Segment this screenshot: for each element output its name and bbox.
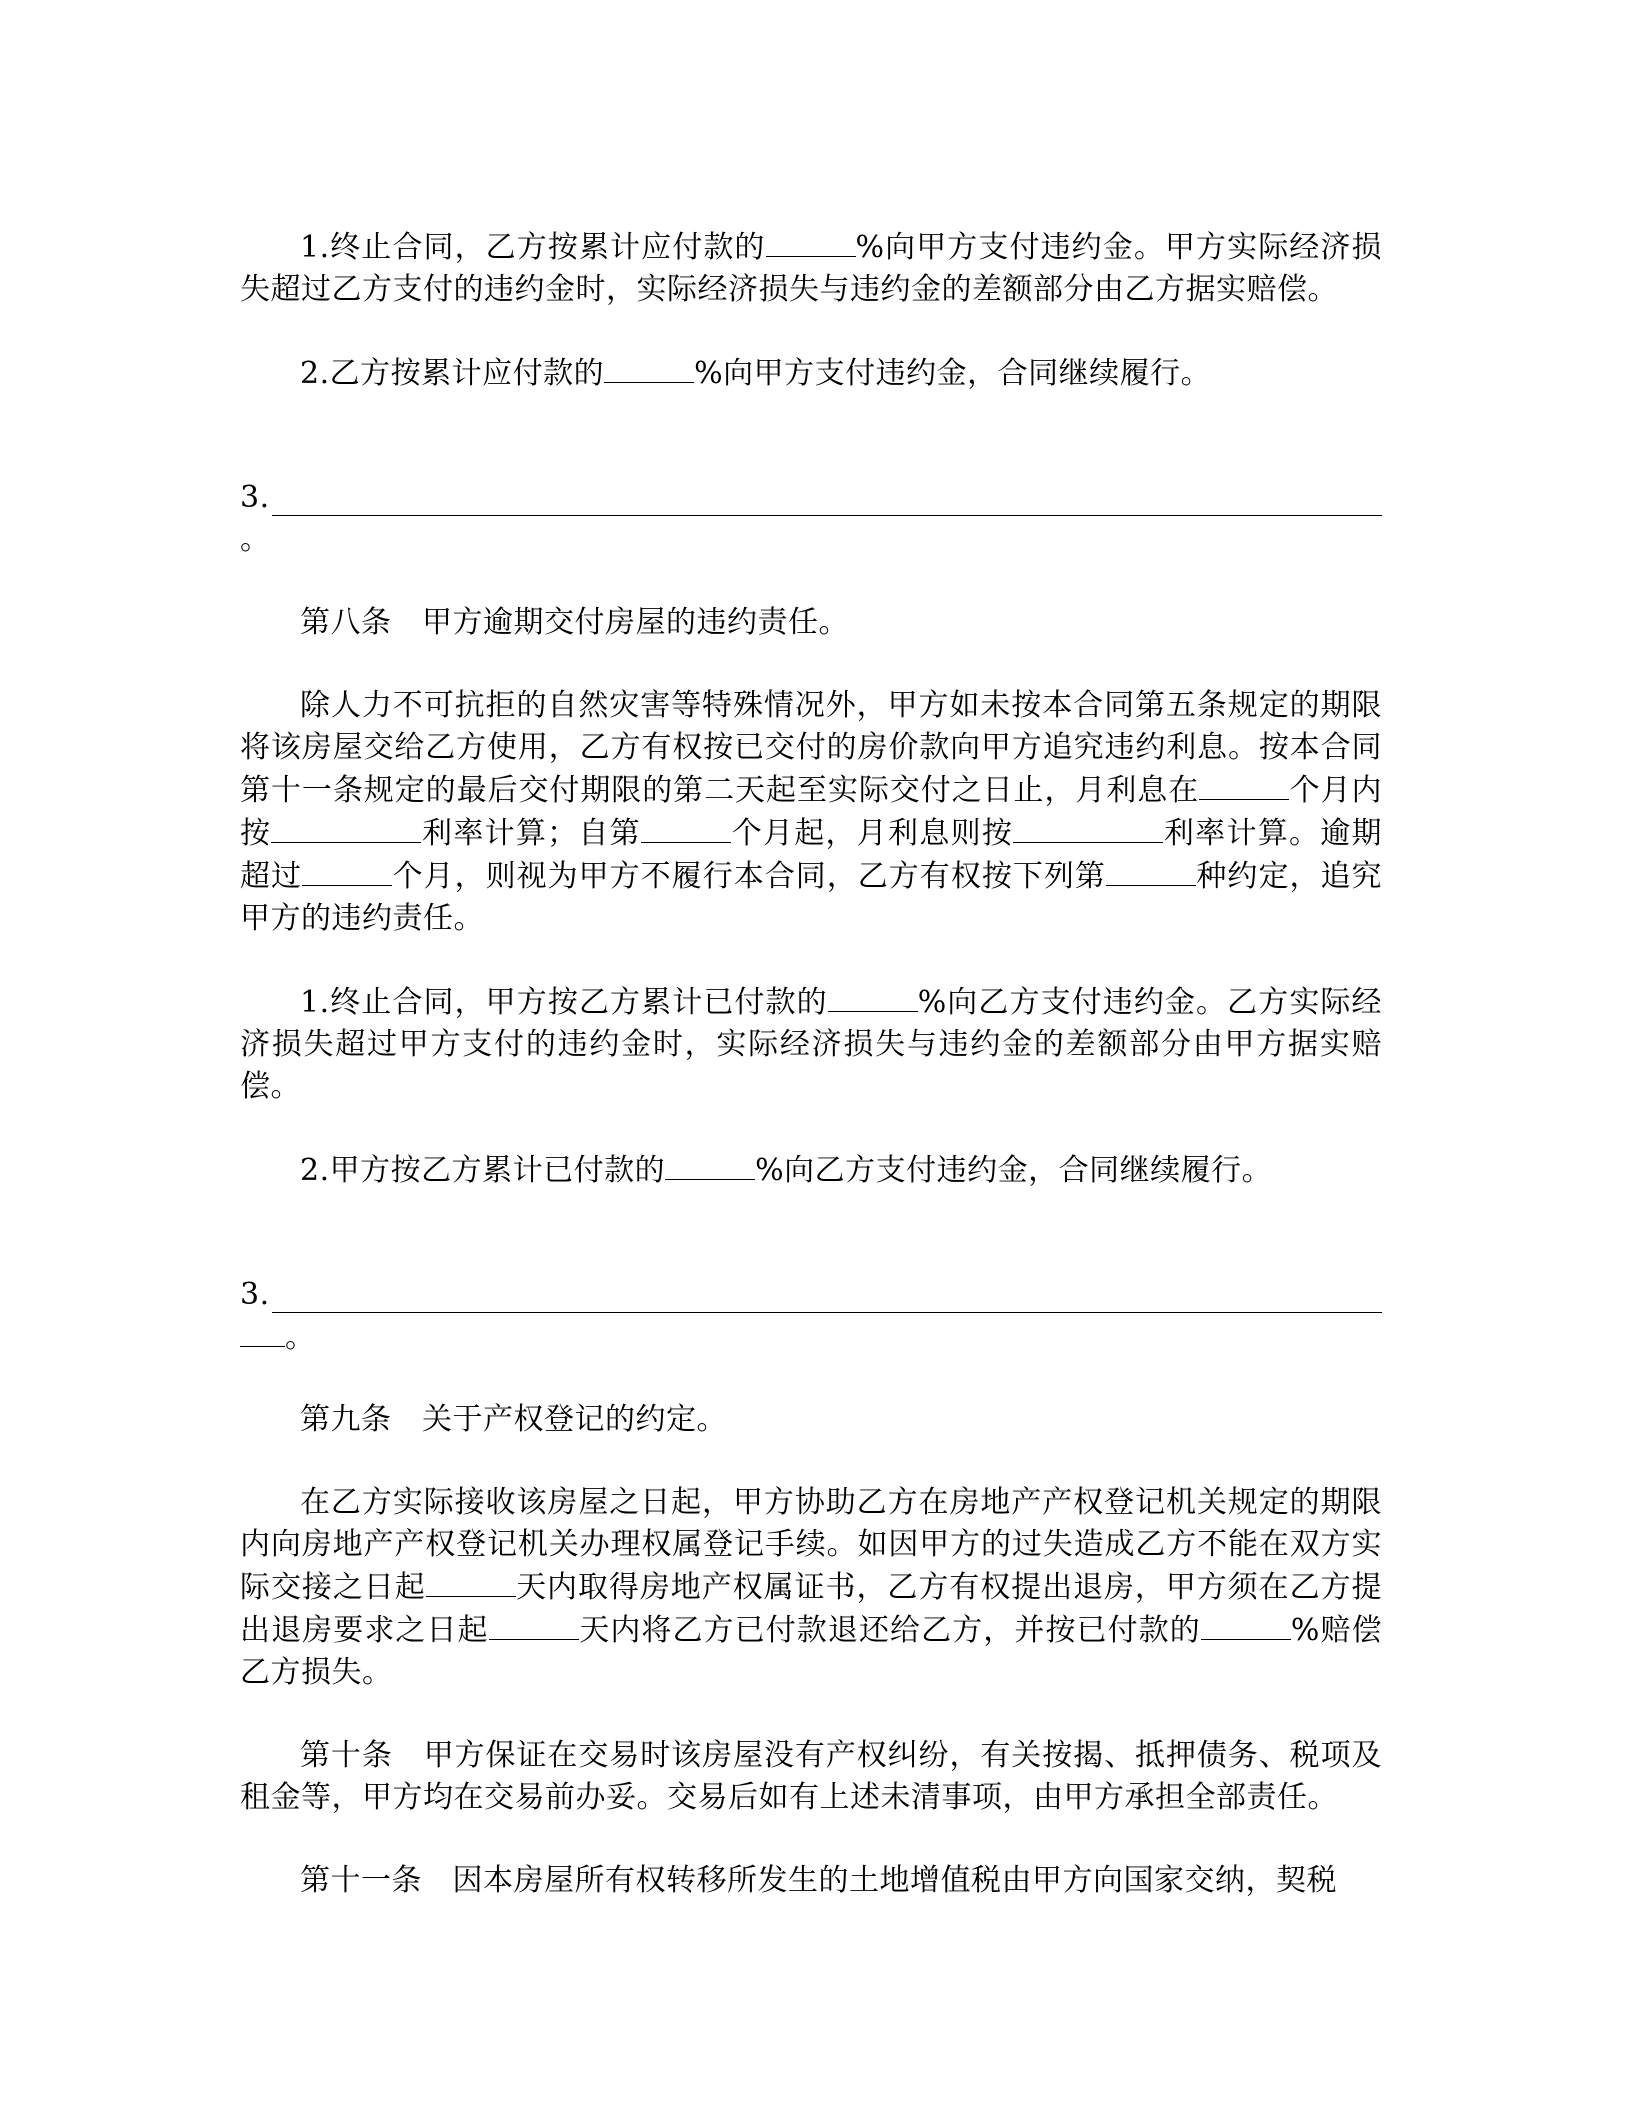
contract-page bbox=[240, 226, 1382, 1943]
clause-text: %向乙方支付违约金，合同继续履行。 bbox=[755, 1153, 1273, 1188]
article-text: 天内取得房地产权属证书，乙方有权提出退房，甲方须在乙方提出退房要求之日起 bbox=[240, 1570, 1383, 1648]
clause-tail-text: 。 bbox=[285, 1320, 316, 1355]
clause-3-tail bbox=[240, 519, 1382, 561]
clause-2-seller-continue bbox=[240, 1149, 1382, 1192]
article-text: 天内将乙方已付款退还给乙方，并按已付款的 bbox=[578, 1613, 1201, 1648]
article-8-body bbox=[240, 685, 1382, 940]
blank-field bbox=[302, 855, 392, 886]
blank-field bbox=[426, 1566, 516, 1597]
blank-field bbox=[1199, 769, 1289, 800]
blank-line bbox=[272, 515, 1382, 516]
article-9-title bbox=[240, 1399, 1382, 1441]
blank-field bbox=[641, 812, 731, 843]
clause-text: 2.乙方按累计应付款的 bbox=[300, 356, 605, 391]
clause-text: %向甲方支付违约金。甲方实际经济损失超过乙方支付的违约金时，实际经济损失与违约金的差额部分由乙方据实赔偿。 bbox=[240, 230, 1382, 307]
blank-field bbox=[665, 1149, 755, 1180]
clause-2-buyer-continue bbox=[240, 352, 1382, 395]
article-text: 第十条 甲方保证在交易时该房屋没有产权纠纷，有关按揭、抵押债务、税项及租金等，甲方均在交易前办妥。交易后如有上述未清事项，由甲方承担全部责任。 bbox=[240, 1738, 1382, 1815]
clause-text: 1.终止合同，乙方按累计应付款的 bbox=[300, 230, 766, 265]
clause-1-seller-termination bbox=[240, 981, 1382, 1108]
article-text: 个月起，月利息则按 bbox=[730, 816, 1014, 851]
article-text: 第十一条 因本房屋所有权转移所发生的土地增值税由甲方向国家交纳，契税 bbox=[300, 1863, 1337, 1898]
article-text: 个月内按 bbox=[240, 773, 1383, 851]
article-text: 个月，则视为甲方不履行本合同，乙方有权按下列第 bbox=[392, 859, 1106, 894]
article-heading: 第九条 关于产权登记的约定。 bbox=[300, 1402, 727, 1437]
clause-3-buyer-other bbox=[240, 477, 1382, 519]
blank-field bbox=[240, 1316, 285, 1347]
clause-text: 2.甲方按乙方累计已付款的 bbox=[300, 1153, 666, 1188]
article-text: 除人力不可抗拒的自然灾害等特殊情况外，甲方如未按本合同第五条规定的期限将该房屋交给乙方使用，乙方有权按已交付的房价款向甲方追究违约利息。按本合同第十一条规定的最后交付期限的第二天起至实际交付之日止，月利息在 bbox=[240, 688, 1382, 808]
blank-field bbox=[766, 226, 856, 257]
blank-field bbox=[489, 1609, 579, 1640]
article-text: %赔偿乙方损失。 bbox=[240, 1613, 1383, 1690]
blank-field bbox=[604, 352, 694, 383]
article-text: 利率计算；自第 bbox=[421, 816, 641, 851]
blank-field bbox=[271, 812, 421, 843]
article-text: 种约定，追究甲方的违约责任。 bbox=[240, 859, 1382, 936]
clause-number: 3. bbox=[240, 1277, 270, 1312]
clause-text: %向甲方支付违约金，合同继续履行。 bbox=[694, 356, 1212, 391]
article-9-body bbox=[240, 1482, 1382, 1694]
clause-text: 1.终止合同，甲方按乙方累计已付款的 bbox=[300, 985, 828, 1020]
clause-number: 3. bbox=[240, 480, 270, 515]
blank-field bbox=[1106, 855, 1196, 886]
blank-line bbox=[272, 1312, 1382, 1313]
blank-field bbox=[828, 981, 918, 1012]
article-10 bbox=[240, 1735, 1382, 1819]
article-8-title bbox=[240, 602, 1382, 644]
clause-tail-text: 。 bbox=[240, 522, 271, 557]
article-text: 在乙方实际接收该房屋之日起，甲方协助乙方在房地产产权登记机关规定的期限内向房地产产权登记机关办理权属登记手续。如因甲方的过失造成乙方不能在双方实际交接之日起 bbox=[240, 1485, 1382, 1605]
blank-field bbox=[1201, 1609, 1291, 1640]
clause-3-seller-other bbox=[240, 1274, 1382, 1316]
blank-field bbox=[1013, 812, 1163, 843]
clause-text: %向乙方支付违约金。乙方实际经济损失超过甲方支付的违约金时，实际经济损失与违约金的差额部分由甲方据实赔偿。 bbox=[240, 985, 1383, 1104]
article-11 bbox=[240, 1860, 1382, 1902]
article-text: 利率计算。逾期超过 bbox=[240, 816, 1383, 894]
article-heading: 第八条 甲方逾期交付房屋的违约责任。 bbox=[300, 605, 849, 640]
clause-3-seller-tail bbox=[240, 1316, 1382, 1358]
clause-1-buyer-termination bbox=[240, 226, 1382, 311]
